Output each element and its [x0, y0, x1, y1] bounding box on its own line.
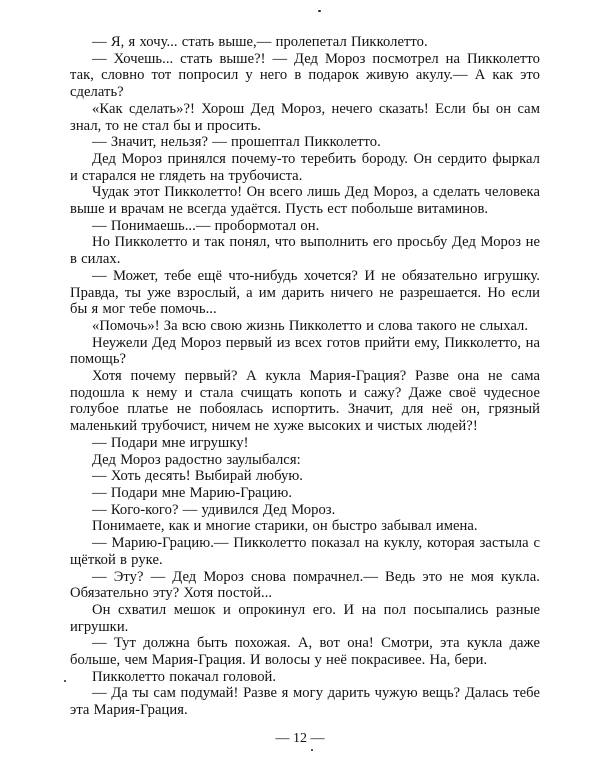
paragraph: — Тут должна быть похожая. А, вот она! Смотри, эта кукла даже больше, чем Мария-Грация. И волосы у неё покрасивее. На, бери.: [70, 635, 540, 669]
paragraph: — Кого-кого? — удивился Дед Мороз.: [92, 501, 336, 518]
paragraph: Неужели Дед Мороз первый из всех готов прийти ему, Пикколетто, на помощь?: [70, 334, 540, 368]
paragraph: — Эту? — Дед Мороз снова помрачнел.— Ведь это не моя кукла. Обязательно эту? Хотя постой...: [70, 568, 540, 602]
paragraph: «Помочь»! За всю свою жизнь Пикколетто и слова такого не слыхал.: [92, 317, 529, 334]
paragraph: — Да ты сам подумай! Разве я могу дарить чужую вещь? Далась тебе эта Мария-Грация.: [70, 685, 540, 719]
paragraph: — Может, тебе ещё что-нибудь хочется? И не обязательно игрушку. Правда, ты уже взрослый, а им дарить ничего не разрешается. Но если бы я мог тебе помочь...: [70, 267, 540, 318]
paragraph: — Марию-Грацию.— Пикколетто показал на куклу, которая застыла с щёткой в руке.: [70, 535, 540, 568]
paragraph: — Хочешь... стать выше?! — Дед Мороз посмотрел на Пикколетто так, словно тот попросил у него в подарок живую акулу.— А как это сделать?: [70, 50, 540, 101]
paragraph: — Значит, нельзя? — прошептал Пикколетто.: [92, 134, 381, 151]
paragraph: Дед Мороз радостно заулыбался:: [92, 451, 301, 468]
paragraph: — Подари мне игрушку!: [92, 434, 249, 451]
paragraph: Чудак этот Пикколетто! Он всего лишь Дед Мороз, а сделать человека выше и врачам не всегда удаётся. Пусть ест побольше витаминов.: [70, 184, 540, 218]
paragraph: Но Пикколетто и так понял, что выполнить его просьбу Дед Мороз не в силах.: [70, 234, 540, 268]
paragraph: — Подари мне Марию-Грацию.: [92, 484, 293, 501]
paragraph: — Я, я хочу... стать выше,— пролепетал Пикколетто.: [92, 34, 428, 50]
page-number: — 12 —: [275, 731, 325, 746]
paragraph: Понимаете, как и многие старики, он быстро забывал имена.: [92, 518, 478, 535]
paragraph: Хотя почему первый? А кукла Мария-Грация? Разве она не сама подошла к нему и стала счищать копоть и сажу? Даже своё чудесное голубое платье не побоялась испортить. Значит, для неё он, грязный маленький трубочист, ничем не хуже высоких и чистых людей?!: [70, 368, 540, 435]
paragraph: Дед Мороз принялся почему-то теребить бороду. Он сердито фыркал и старался не глядеть на трубочиста.: [70, 150, 540, 184]
print-speck-top: [318, 10, 321, 12]
body-text: [70, 34, 540, 719]
paragraph: «Как сделать»?! Хорош Дед Мороз, нечего сказать! Если бы он сам знал, то не стал бы и просить.: [70, 100, 540, 134]
paragraph: — Понимаешь...— пробормотал он.: [92, 217, 320, 234]
paragraph: Он схватил мешок и опрокинул его. И на пол посыпались разные игрушки.: [70, 601, 540, 635]
paragraph: Пикколетто покачал головой.: [92, 668, 277, 685]
paragraph: — Хоть десять! Выбирай любую.: [92, 468, 304, 485]
print-speck-left: [64, 680, 66, 682]
print-speck-bottom: [311, 749, 313, 751]
